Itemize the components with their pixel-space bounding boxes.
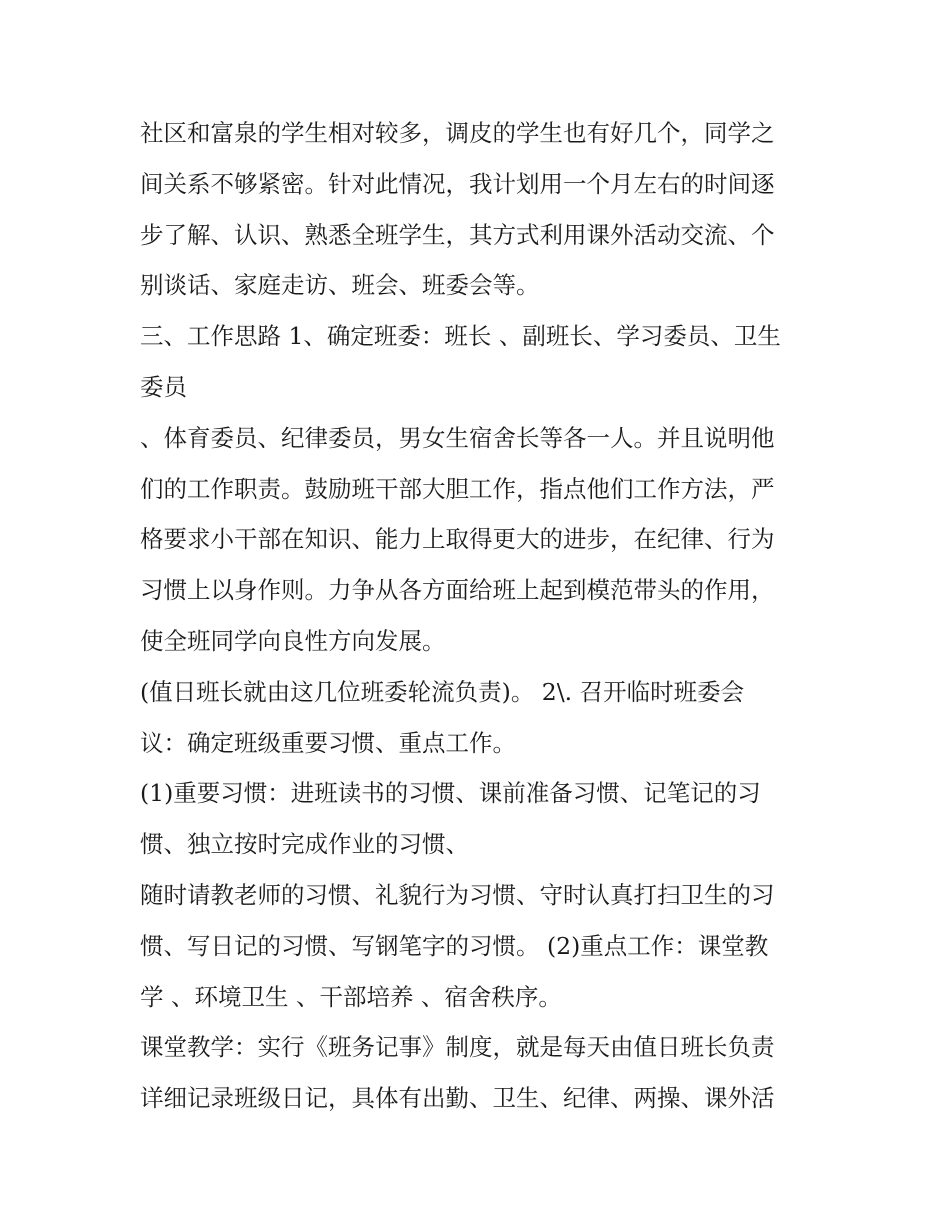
text-line: 课堂教学：实行《班务记事》制度，就是每天由值日班长负责 [140, 1033, 775, 1062]
text-line: 间关系不够紧密。针对此情况，我计划用一个月左右的时间逐 [140, 169, 775, 198]
text-line: 委员 [140, 372, 187, 401]
text-line: (值日班长就由这几位班委轮流负责)。 2\. 召开临时班委会 [140, 677, 745, 706]
text-line: 详细记录班级日记，具体有出勤、卫生、纪律、两操、课外活 [140, 1084, 775, 1113]
text-line: 惯、写日记的习惯、写钢笔字的习惯。 (2)重点工作：课堂教 [140, 931, 769, 960]
document-body [140, 108, 820, 1124]
text-line: 格要求小干部在知识、能力上取得更大的进步，在纪律、行为 [140, 525, 775, 554]
text-line: 社区和富泉的学生相对较多，调皮的学生也有好几个，同学之 [140, 119, 775, 147]
text-line: 、体育委员、纪律委员，男女生宿舍长等各一人。并且说明他 [140, 423, 775, 452]
text-line: 们的工作职责。鼓励班干部大胆工作，指点他们工作方法，严 [140, 474, 775, 503]
text-line: 使全班同学向良性方向发展。 [140, 626, 446, 655]
text-line: 随时请教老师的习惯、礼貌行为习惯、守时认真打扫卫生的习 [140, 880, 775, 909]
text-line: 步了解、认识、熟悉全班学生，其方式利用课外活动交流、个 [140, 220, 775, 249]
text-line: (1)重要习惯：进班读书的习惯、课前准备习惯、记笔记的习 [140, 779, 761, 808]
text-line: 习惯上以身作则。力争从各方面给班上起到模范带头的作用， [140, 576, 775, 605]
text-line: 惯、独立按时完成作业的习惯、 [140, 830, 469, 859]
text-line: 学 、环境卫生 、干部培养 、宿舍秩序。 [140, 982, 562, 1011]
text-line: 三、工作思路 1、确定班委：班长 、副班长、学习委员、卫生 [140, 322, 781, 351]
text-line: 议：确定班级重要习惯、重点工作。 [140, 728, 516, 757]
text-line: 别谈话、家庭走访、班会、班委会等。 [140, 271, 540, 300]
